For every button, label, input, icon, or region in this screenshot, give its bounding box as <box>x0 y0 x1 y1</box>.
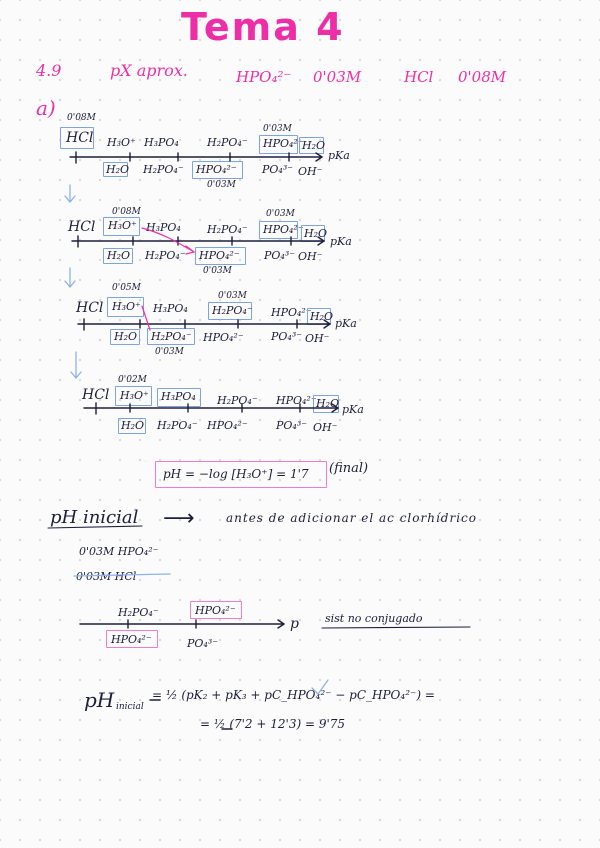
diagram-2-top-4: HPO₄²⁻ <box>263 223 304 236</box>
diagram-3-top-1: H₃O⁺ <box>112 300 141 313</box>
ph-final-note: (final) <box>329 461 369 476</box>
diagram-3-top-5: H₂O <box>310 310 334 323</box>
problem-conc-1: 0'03M <box>313 68 362 86</box>
final-formula-ph: pH <box>84 688 115 712</box>
diagram-2-top-1: H₃O⁺ <box>108 219 137 232</box>
diagram-1-bottom-1: H₂PO₄⁻ <box>143 163 184 176</box>
diagram-4-bottom-1: H₂PO₄⁻ <box>157 419 198 432</box>
diagram-3-upper-conc: 0'03M <box>218 291 247 301</box>
small-diagram-note: sist no conjugado <box>325 612 423 625</box>
diagram-3-lower-conc: 0'03M <box>155 347 184 357</box>
diagram-4-top-conc: 0'02M <box>118 375 147 385</box>
diagram-3-bottom-2: HPO₄²⁻ <box>203 331 244 344</box>
diagram-4-top-3: H₂PO₄⁻ <box>217 394 258 407</box>
problem-species-1: HPO₄²⁻ <box>236 68 292 86</box>
diagram-2-bottom-2: HPO₄²⁻ <box>199 249 240 262</box>
ph-inicial-line-2: 0'03M HCl <box>76 570 137 583</box>
diagram-1-lower-conc: 0'03M <box>207 180 236 190</box>
small-diagram-bottom-2: PO₄³⁻ <box>187 637 219 650</box>
small-diagram-bottom-1: HPO₄²⁻ <box>111 633 152 646</box>
line-2-strike <box>74 574 170 576</box>
diagram-4-top-0: HCl <box>82 387 110 403</box>
diagram-1-bottom-2: HPO₄²⁻ <box>196 163 237 176</box>
diagram-1-axis-label: pKa <box>328 149 350 162</box>
diagram-2-bottom-1: H₂PO₄⁻ <box>145 249 186 262</box>
diagram-2-axis-line <box>72 237 324 245</box>
problem-conc-2: 0'08M <box>458 68 507 86</box>
problem-label: pX aprox. <box>110 61 188 80</box>
diagram-2-top-2: H₃PO₄ <box>146 221 181 234</box>
diagram-3-bottom-3: PO₄³⁻ <box>271 330 303 343</box>
small-diagram-axis-label: p <box>290 616 299 632</box>
step-arrow-1 <box>65 185 75 202</box>
diagram-4-top-2: H₃PO₄ <box>161 390 196 403</box>
small-diagram-axis-line <box>80 620 284 628</box>
diagram-3-axis-line <box>78 320 330 328</box>
diagram-4-top-5: H₂O <box>316 397 340 410</box>
diagram-1-top-2: H₃PO₄ <box>144 136 179 149</box>
diagram-1-top-5: H₂O <box>302 139 326 152</box>
diagram-3-top-conc: 0'05M <box>112 283 141 293</box>
final-formula-eq-2: = ½ (7'2 + 12'3) = 9'75 <box>200 717 346 731</box>
diagram-1-axis-line <box>70 153 322 161</box>
final-formula-checkmark <box>312 680 328 694</box>
diagram-2-top-5: H₂O <box>304 227 328 240</box>
diagram-1-bottom-0: H₂O <box>106 163 130 176</box>
diagram-4-axis-label: pKa <box>342 403 364 416</box>
diagram-3-bottom-4: OH⁻ <box>305 332 330 345</box>
step-arrow-2 <box>65 268 75 287</box>
diagram-2-top-0: HCl <box>68 219 96 235</box>
ph-inicial-label: pH inicial <box>50 507 139 528</box>
diagram-2-top-conc: 0'08M <box>112 207 141 217</box>
small-diagram-top-2: HPO₄²⁻ <box>195 604 236 617</box>
diagram-1-top-1: H₃O⁺ <box>107 136 136 149</box>
diagram-2-upper-conc: 0'03M <box>266 209 295 219</box>
diagram-4-bottom-2: HPO₄²⁻ <box>207 419 248 432</box>
final-formula-eq-1: = ½ (pK₂ + pK₃ + pC_HPO₄²⁻ − pC_HPO₄²⁻) = <box>152 688 435 702</box>
diagram-2-bottom-0: H₂O <box>107 249 131 262</box>
page-title: Tema 4 <box>181 5 345 49</box>
diagram-1-upper-conc: 0'03M <box>263 124 292 134</box>
problem-number: 4.9 <box>36 61 62 80</box>
diagram-1-top-conc: 0'08M <box>67 113 96 123</box>
diagram-3-bottom-0: H₂O <box>114 330 138 343</box>
diagram-1-top-3: H₂PO₄⁻ <box>207 136 248 149</box>
diagram-2-lower-conc: 0'03M <box>203 266 232 276</box>
ph-inicial-arrow: ⟶ <box>163 506 195 531</box>
diagram-3-axis-label: pKa <box>335 317 357 330</box>
step-arrow-3 <box>71 352 81 378</box>
final-formula-sub: inicial <box>116 702 144 712</box>
diagram-4-bottom-4: OH⁻ <box>313 421 338 434</box>
diagram-2-top-3: H₂PO₄⁻ <box>207 223 248 236</box>
ph-final-formula: pH = −log [H₃O⁺] = 1'7 <box>163 467 309 481</box>
diagram-1-bottom-4: OH⁻ <box>298 165 323 178</box>
diagram-1-bottom-3: PO₄³⁻ <box>262 163 294 176</box>
diagram-3-bottom-1: H₂PO₄⁻ <box>151 330 192 343</box>
diagram-2-bottom-4: OH⁻ <box>298 250 323 263</box>
diagram-4-top-4: HPO₄²⁻ <box>276 394 317 407</box>
part-label: a) <box>36 96 56 120</box>
diagram-2-axis-label: pKa <box>330 235 352 248</box>
problem-species-2: HCl <box>404 68 434 86</box>
diagram-4-bottom-0: H₂O <box>121 419 145 432</box>
small-diagram-note-underline <box>322 627 470 628</box>
diagram-1-top-0: HCl <box>66 130 94 146</box>
diagram-3-top-4: HPO₄²⁻ <box>271 306 312 319</box>
diagram-3-transfer-arrow <box>142 306 150 330</box>
small-diagram-top-1: H₂PO₄⁻ <box>118 606 159 619</box>
diagram-4-bottom-3: PO₄³⁻ <box>276 419 308 432</box>
diagram-3-top-0: HCl <box>76 300 104 316</box>
ph-inicial-line-1: 0'03M HPO₄²⁻ <box>79 545 159 558</box>
diagram-4-top-1: H₃O⁺ <box>120 389 149 402</box>
diagram-3-top-3: H₂PO₄⁻ <box>212 304 253 317</box>
diagram-1-top-4: HPO₄²⁻ <box>263 137 304 150</box>
ph-inicial-underline <box>48 526 142 528</box>
ph-inicial-desc: antes de adicionar el ac clorhídrico <box>226 511 477 525</box>
diagram-3-top-2: H₃PO₄ <box>153 302 188 315</box>
diagram-2-bottom-3: PO₄³⁻ <box>264 249 296 262</box>
